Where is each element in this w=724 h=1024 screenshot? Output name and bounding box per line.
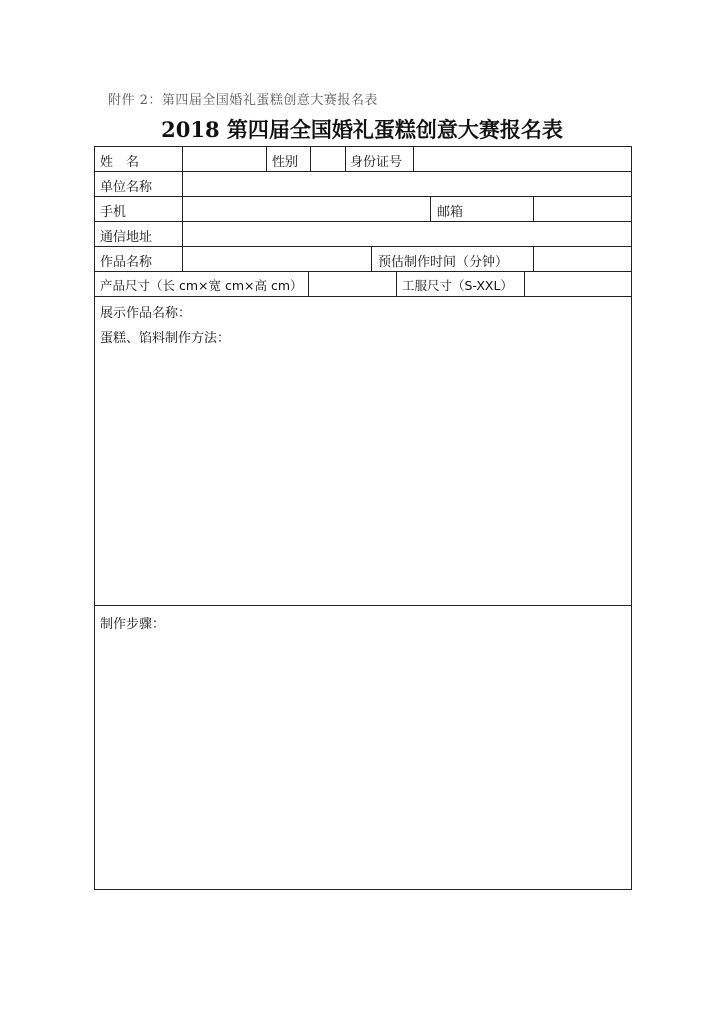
id-number-field[interactable] bbox=[414, 147, 631, 171]
address-label: 通信地址 bbox=[100, 230, 153, 245]
mobile-label: 手机 bbox=[100, 205, 127, 220]
organization-label: 单位名称 bbox=[100, 180, 153, 195]
uniform-size-field[interactable] bbox=[525, 272, 631, 296]
cake-method-area[interactable] bbox=[95, 345, 631, 605]
estimated-time-field[interactable] bbox=[534, 247, 631, 271]
gender-field[interactable] bbox=[311, 147, 345, 171]
display-work-name-label: 展示作品名称： bbox=[100, 306, 192, 321]
gender-label: 性别 bbox=[272, 155, 299, 170]
steps-label: 制作步骤： bbox=[100, 617, 166, 632]
product-size-field[interactable] bbox=[309, 272, 396, 296]
steps-area[interactable] bbox=[95, 632, 631, 889]
cake-method-label: 蛋糕、馅料制作方法： bbox=[100, 331, 231, 346]
email-label: 邮箱 bbox=[437, 205, 464, 220]
page-title: 2018 第四届全国婚礼蛋糕创意大赛报名表 bbox=[161, 117, 563, 142]
product-size-label: 产品尺寸（长 cm×宽 cm×高 cm） bbox=[100, 278, 303, 293]
name-field[interactable] bbox=[183, 147, 266, 171]
address-field[interactable] bbox=[183, 222, 631, 246]
attachment-label: 附件 2：第四届全国婚礼蛋糕创意大赛报名表 bbox=[108, 93, 378, 108]
name-label: 姓 名 bbox=[100, 155, 140, 170]
mobile-field[interactable] bbox=[183, 197, 430, 221]
uniform-size-label: 工服尺寸（S-XXL） bbox=[402, 278, 513, 293]
id-number-label: 身份证号 bbox=[350, 155, 403, 170]
email-field[interactable] bbox=[534, 197, 631, 221]
organization-field[interactable] bbox=[183, 172, 631, 196]
estimated-time-label: 预估制作时间（分钟） bbox=[378, 255, 509, 270]
work-name-field[interactable] bbox=[183, 247, 371, 271]
work-name-label: 作品名称 bbox=[100, 255, 153, 270]
